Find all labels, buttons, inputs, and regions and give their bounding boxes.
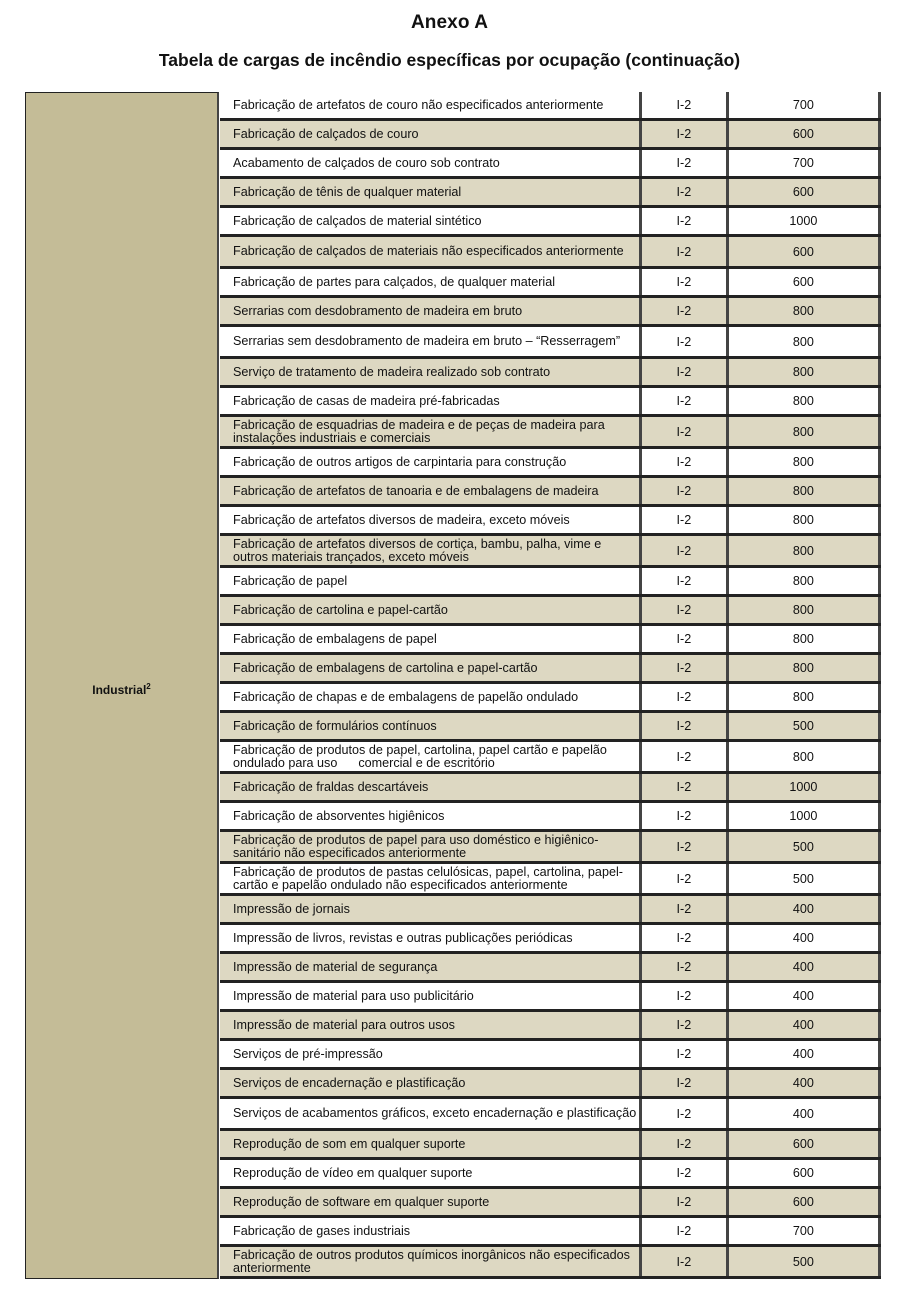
occupation-class: I-2	[642, 1012, 729, 1038]
occupation-description: Fabricação de artefatos de tanoaria e de embalagens de madeira	[220, 478, 642, 504]
occupation-description: Fabricação de artefatos diversos de cortiça, bambu, palha, vime e outros materiais trançados, exceto móveis	[220, 536, 642, 565]
occupation-class: I-2	[642, 150, 729, 176]
occupation-description: Impressão de material para outros usos	[220, 1012, 642, 1038]
occupation-description: Fabricação de papel	[220, 568, 642, 594]
table-row	[220, 684, 881, 713]
occupation-class: I-2	[642, 925, 729, 951]
table-row	[220, 864, 881, 896]
table-subtitle: Tabela de cargas de incêndio específicas por ocupação (continuação)	[158, 50, 741, 70]
occupation-class: I-2	[642, 478, 729, 504]
occupation-description: Fabricação de produtos de pastas celulósicas, papel, cartolina, papel-cartão e papelão ondulado não especificados anteriormente	[220, 864, 642, 893]
fire-load-value: 800	[729, 684, 881, 710]
table-row	[220, 150, 881, 179]
table-row	[220, 1041, 881, 1070]
occupation-class: I-2	[642, 388, 729, 414]
fire-load-value: 1000	[729, 803, 881, 829]
occupation-class: I-2	[642, 896, 729, 922]
table-row	[220, 1012, 881, 1041]
category-label	[92, 682, 150, 697]
fire-load-value: 600	[729, 1160, 881, 1186]
category-cell	[25, 92, 219, 1279]
occupation-class: I-2	[642, 983, 729, 1009]
fire-load-value: 800	[729, 417, 881, 446]
fire-load-value: 800	[729, 507, 881, 533]
table-rows	[220, 92, 881, 1279]
occupation-description: Serrarias sem desdobramento de madeira em bruto – “Resserragem”	[220, 327, 642, 356]
table-row	[220, 1070, 881, 1099]
table-row	[220, 327, 881, 359]
occupation-class: I-2	[642, 954, 729, 980]
table-row	[220, 655, 881, 684]
occupation-description: Fabricação de calçados de material sintético	[220, 208, 642, 234]
table-row	[220, 298, 881, 327]
fire-load-value: 400	[729, 983, 881, 1009]
occupation-class: I-2	[642, 507, 729, 533]
occupation-class: I-2	[642, 179, 729, 205]
occupation-description: Fabricação de embalagens de cartolina e papel-cartão	[220, 655, 642, 681]
fire-load-value: 800	[729, 742, 881, 771]
occupation-description: Reprodução de software em qualquer suporte	[220, 1189, 642, 1215]
occupation-description: Fabricação de produtos de papel, cartolina, papel cartão e papelão ondulado para uso comercial e de escritório	[220, 742, 642, 771]
occupation-class: I-2	[642, 92, 729, 118]
occupation-class: I-2	[642, 1218, 729, 1244]
occupation-description: Serviço de tratamento de madeira realizado sob contrato	[220, 359, 642, 385]
fire-load-value: 400	[729, 1041, 881, 1067]
occupation-class: I-2	[642, 803, 729, 829]
table-row	[220, 983, 881, 1012]
fire-load-value: 600	[729, 121, 881, 147]
occupation-class: I-2	[642, 655, 729, 681]
table-row	[220, 92, 881, 121]
table-row	[220, 568, 881, 597]
occupation-description: Fabricação de artefatos de couro não especificados anteriormente	[220, 92, 642, 118]
occupation-class: I-2	[642, 713, 729, 739]
fire-load-value: 400	[729, 1070, 881, 1096]
occupation-description: Acabamento de calçados de couro sob contrato	[220, 150, 642, 176]
occupation-description: Fabricação de gases industriais	[220, 1218, 642, 1244]
occupation-class: I-2	[642, 327, 729, 356]
fire-load-value: 800	[729, 536, 881, 565]
occupation-description: Fabricação de chapas e de embalagens de papelão ondulado	[220, 684, 642, 710]
fire-load-value: 1000	[729, 774, 881, 800]
table-row	[220, 359, 881, 388]
occupation-class: I-2	[642, 597, 729, 623]
occupation-description: Fabricação de calçados de materiais não especificados anteriormente	[220, 237, 642, 266]
fire-load-value: 600	[729, 237, 881, 266]
fire-load-value: 700	[729, 150, 881, 176]
occupation-class: I-2	[642, 1099, 729, 1128]
table-row	[220, 179, 881, 208]
fire-load-value: 800	[729, 327, 881, 356]
occupation-description: Fabricação de casas de madeira pré-fabricadas	[220, 388, 642, 414]
table-row	[220, 925, 881, 954]
fire-load-value: 600	[729, 269, 881, 295]
fire-load-value: 800	[729, 388, 881, 414]
occupation-class: I-2	[642, 449, 729, 475]
fire-load-value: 500	[729, 1247, 881, 1276]
occupation-class: I-2	[642, 298, 729, 324]
occupation-description: Fabricação de formulários contínuos	[220, 713, 642, 739]
occupation-description: Fabricação de absorventes higiênicos	[220, 803, 642, 829]
table-row	[220, 597, 881, 626]
occupation-description: Fabricação de calçados de couro	[220, 121, 642, 147]
occupation-class: I-2	[642, 417, 729, 446]
fire-load-value: 600	[729, 1189, 881, 1215]
occupation-description: Fabricação de artefatos diversos de madeira, exceto móveis	[220, 507, 642, 533]
occupation-class: I-2	[642, 237, 729, 266]
table-row	[220, 1160, 881, 1189]
table-row	[220, 536, 881, 568]
fire-load-value: 400	[729, 1012, 881, 1038]
occupation-class: I-2	[642, 1070, 729, 1096]
occupation-description: Serviços de encadernação e plastificação	[220, 1070, 642, 1096]
occupation-description: Serrarias com desdobramento de madeira em bruto	[220, 298, 642, 324]
occupation-class: I-2	[642, 1160, 729, 1186]
occupation-class: I-2	[642, 684, 729, 710]
fire-load-value: 700	[729, 92, 881, 118]
occupation-description: Fabricação de fraldas descartáveis	[220, 774, 642, 800]
table-row	[220, 774, 881, 803]
fire-load-value: 600	[729, 179, 881, 205]
table-row	[220, 742, 881, 774]
fire-load-value: 600	[729, 1131, 881, 1157]
fire-load-value: 700	[729, 1218, 881, 1244]
fire-load-value: 800	[729, 597, 881, 623]
occupation-class: I-2	[642, 1247, 729, 1276]
table-row	[220, 1218, 881, 1247]
occupation-description: Reprodução de vídeo em qualquer suporte	[220, 1160, 642, 1186]
fire-load-value: 400	[729, 1099, 881, 1128]
table-row	[220, 237, 881, 269]
fire-load-value: 400	[729, 954, 881, 980]
occupation-class: I-2	[642, 208, 729, 234]
table-row	[220, 507, 881, 536]
occupation-description: Fabricação de tênis de qualquer material	[220, 179, 642, 205]
occupation-description: Fabricação de outros produtos químicos inorgânicos não especificados anteriormente	[220, 1247, 642, 1276]
occupation-description: Serviços de acabamentos gráficos, exceto encadernação e plastificação	[220, 1099, 642, 1128]
fire-load-value: 1000	[729, 208, 881, 234]
table-row	[220, 478, 881, 507]
fire-load-value: 800	[729, 568, 881, 594]
table-row	[220, 1131, 881, 1160]
fire-load-value: 800	[729, 655, 881, 681]
occupation-description: Fabricação de outros artigos de carpintaria para construção	[220, 449, 642, 475]
occupation-class: I-2	[642, 536, 729, 565]
category-label-text: Industrial	[92, 683, 147, 697]
table-row	[220, 954, 881, 983]
table-row	[220, 417, 881, 449]
fire-load-value: 800	[729, 359, 881, 385]
fire-load-value: 800	[729, 449, 881, 475]
fire-load-value: 800	[729, 478, 881, 504]
fire-load-value: 500	[729, 832, 881, 861]
occupation-class: I-2	[642, 121, 729, 147]
document-title: Anexo A	[410, 12, 489, 33]
occupation-class: I-2	[642, 832, 729, 861]
occupation-class: I-2	[642, 1189, 729, 1215]
table-row	[220, 626, 881, 655]
table-row	[220, 449, 881, 478]
occupation-description: Fabricação de embalagens de papel	[220, 626, 642, 652]
fire-load-value: 800	[729, 626, 881, 652]
occupation-description: Reprodução de som em qualquer suporte	[220, 1131, 642, 1157]
occupation-class: I-2	[642, 359, 729, 385]
table-row	[220, 388, 881, 417]
table-row	[220, 1099, 881, 1131]
table-row	[220, 896, 881, 925]
table-row	[220, 803, 881, 832]
table-row	[220, 1247, 881, 1279]
occupation-description: Impressão de material de segurança	[220, 954, 642, 980]
table-row	[220, 121, 881, 150]
occupation-description: Impressão de jornais	[220, 896, 642, 922]
category-footnote-ref: 2	[146, 682, 151, 691]
table-row	[220, 208, 881, 237]
occupation-class: I-2	[642, 864, 729, 893]
occupation-description: Fabricação de esquadrias de madeira e de peças de madeira para instalações industriais e comerciais	[220, 417, 642, 446]
occupation-class: I-2	[642, 774, 729, 800]
occupation-description: Impressão de material para uso publicitário	[220, 983, 642, 1009]
occupation-class: I-2	[642, 742, 729, 771]
fire-load-value: 500	[729, 864, 881, 893]
occupation-class: I-2	[642, 626, 729, 652]
fire-load-value: 400	[729, 925, 881, 951]
occupation-description: Fabricação de partes para calçados, de qualquer material	[220, 269, 642, 295]
occupation-description: Fabricação de produtos de papel para uso doméstico e higiênico-sanitário não especificados anteriormente	[220, 832, 642, 861]
fire-load-value: 800	[729, 298, 881, 324]
table-row	[220, 832, 881, 864]
table-row	[220, 269, 881, 298]
occupation-description: Impressão de livros, revistas e outras publicações periódicas	[220, 925, 642, 951]
occupation-description: Serviços de pré-impressão	[220, 1041, 642, 1067]
fire-load-value: 400	[729, 896, 881, 922]
table-row	[220, 713, 881, 742]
occupation-class: I-2	[642, 1131, 729, 1157]
fire-load-value: 500	[729, 713, 881, 739]
occupation-class: I-2	[642, 568, 729, 594]
table-row	[220, 1189, 881, 1218]
occupation-description: Fabricação de cartolina e papel-cartão	[220, 597, 642, 623]
occupation-class: I-2	[642, 1041, 729, 1067]
occupation-class: I-2	[642, 269, 729, 295]
